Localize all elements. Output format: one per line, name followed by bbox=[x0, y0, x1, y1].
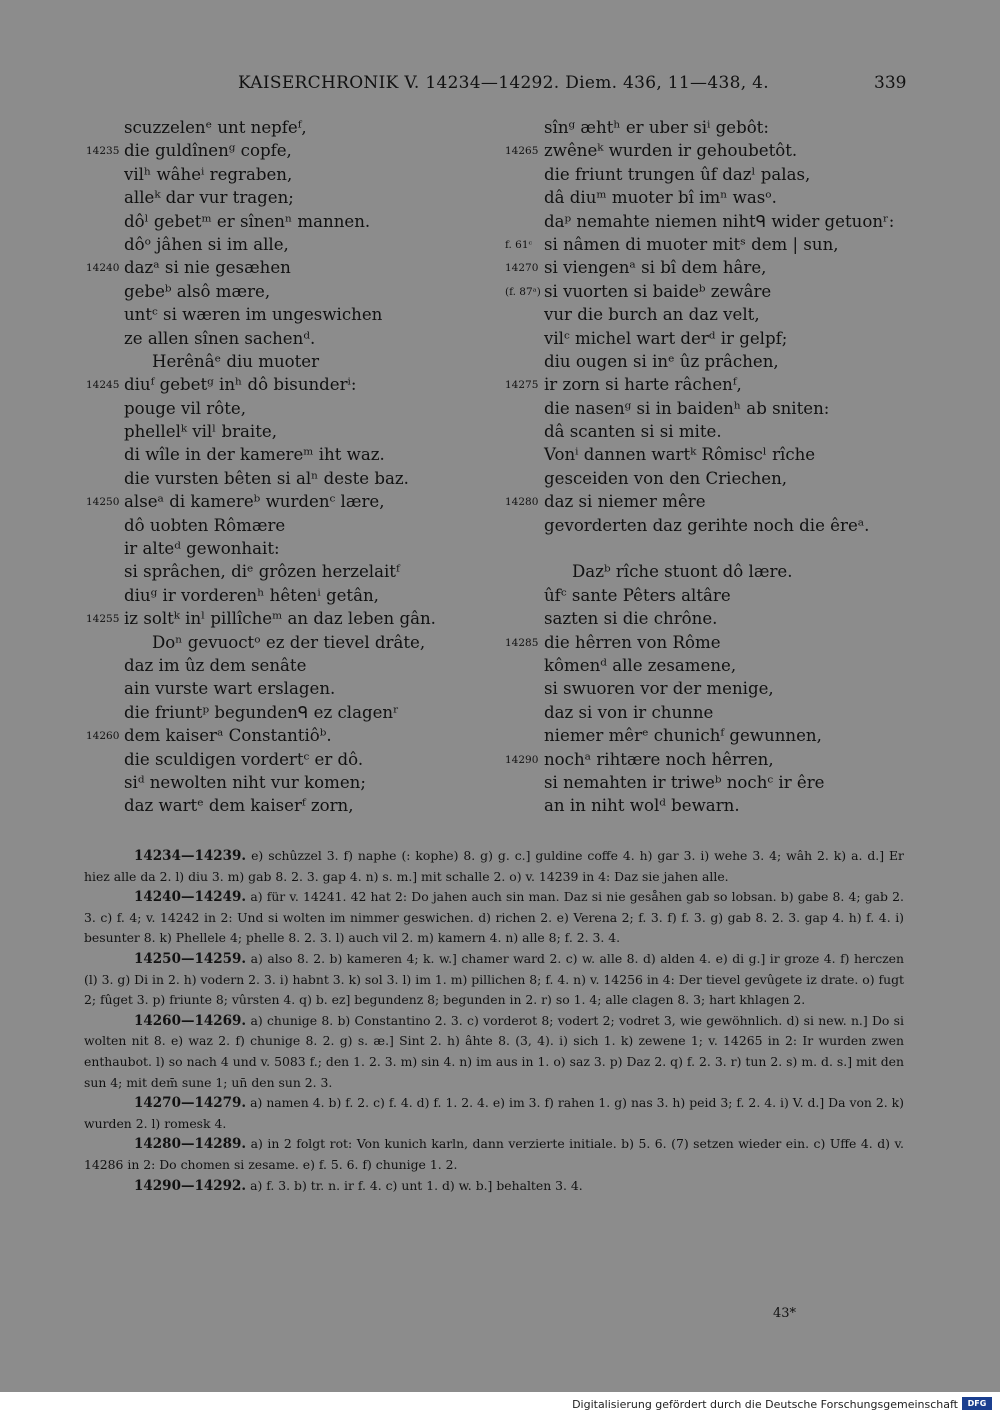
verse-line bbox=[0, 210, 1000, 233]
verse-text: die guldînenᵍ copfe, bbox=[124, 141, 292, 161]
verse-text: si nemahten ir triweᵇ nochᶜ ir êre bbox=[544, 772, 825, 792]
verse-text: vilᶜ michel wart derᵈ ir gelpf; bbox=[544, 328, 788, 348]
note-text: a) für v. 14241. 42 hat 2: Do jahen auch sin man. Daz si nie gesåhen gab so lobsan. b) gabe 8. 4; gab 2. 3. c) f. 4; v. 14242 in 2: Und si wolten im nimmer geswichen. d) richen 2. e) Verena 2; f. 3. f) f. 3. g) gab 8. 2. 3. gap 4. h) f. 4. i) besunter 8. k) Phellele 4; phelle 8. 2. 3. l) auch vil 2. m) kamern 4. n) alle 8; f. 2. 3. 4. bbox=[84, 889, 904, 946]
verse-text: dôᵒ jâhen si im alle, bbox=[124, 234, 289, 254]
apparatus-note bbox=[84, 949, 904, 1011]
line-number: 14290 bbox=[505, 753, 539, 766]
verse-line bbox=[0, 701, 1000, 724]
line-number: f. 61ᶜ bbox=[505, 238, 533, 251]
verse-text: si viengenᵃ si bî dem hâre, bbox=[544, 258, 767, 278]
verse-line bbox=[0, 560, 1000, 583]
verse-text: siᵈ newolten niht vur komen; bbox=[124, 772, 366, 792]
note-text: a) also 8. 2. b) kameren 4; k. w.] chamer ward 2. c) w. alle 8. d) alden 4. e) di g.] ir groze 4. f) herczen (l) 3. g) Di in 2. h) vodern 2. 3. i) habnt 3. k) sol 3. l) im 1. m) pillichen 8; f. 4. n) v. 14256 in 4: Der tievel gevûgete iz drate. o) fugt 2; fûget 3. p) friunte 8; vûrsten 4. q) b. ez] begundenz 8; begunden in 2. r) so 1. 4; alle clagen 8. 3; hart khlagen 2. bbox=[84, 950, 904, 1008]
line-number: 14240 bbox=[86, 262, 120, 275]
line-number: 14255 bbox=[86, 613, 120, 626]
verse-line bbox=[0, 748, 1000, 771]
verse-text: alleᵏ dar vur tragen; bbox=[124, 188, 294, 208]
verse-line bbox=[0, 654, 1000, 677]
verse-text: diuᶠ gebetᵍ inʰ dô bisunderⁱ: bbox=[124, 375, 357, 395]
apparatus-note bbox=[84, 1011, 904, 1093]
verse-line bbox=[0, 631, 1000, 654]
verse-text: diuᵍ ir vorderenʰ hêtenⁱ getân, bbox=[124, 585, 379, 605]
verse-line bbox=[0, 163, 1000, 186]
verse-text: an in niht wolᵈ bewarn. bbox=[544, 796, 740, 816]
verse-text: si nâmen di muoter mitˢ dem | sun, bbox=[544, 234, 839, 254]
apparatus-note bbox=[84, 887, 904, 949]
verse-line bbox=[0, 350, 1000, 373]
verse-text: Dazᵇ rîche stuont dô lære. bbox=[572, 562, 793, 582]
note-text: a) f. 3. b) tr. n. ir f. 4. c) unt 1. d) w. b.] behalten 3. 4. bbox=[250, 1177, 583, 1193]
verse-line bbox=[0, 537, 1000, 560]
verse-text: die nasenᵍ si in baidenʰ ab sniten: bbox=[544, 398, 830, 418]
verse-line bbox=[0, 373, 1000, 396]
verse-text: niemer mêrᵉ chunichᶠ gewunnen, bbox=[544, 726, 822, 746]
verse-text: die friuntᵖ begundenᑫ ez clagenʳ bbox=[124, 702, 399, 722]
note-range: 14240—14249. bbox=[134, 889, 247, 906]
line-number: 14275 bbox=[505, 379, 539, 392]
verse-line bbox=[0, 116, 1000, 139]
verse-text: die vursten bêten si alⁿ deste baz. bbox=[124, 468, 409, 488]
verse-text: scuzzelenᵉ unt nepfeᶠ, bbox=[124, 118, 307, 137]
footer-bar bbox=[0, 1392, 1000, 1418]
verse-line bbox=[0, 514, 1000, 537]
verse-text: dâ diuᵐ muoter bî imⁿ wasᵒ. bbox=[544, 188, 777, 208]
verse-line bbox=[0, 607, 1000, 630]
verse-text: ir zorn si harte râchenᶠ, bbox=[544, 375, 742, 395]
verse-text: dem kaiserᵃ Constantiôᵇ. bbox=[124, 726, 332, 746]
verse-line bbox=[0, 139, 1000, 162]
verse-line bbox=[0, 771, 1000, 794]
funding-note: Digitalisierung gefördert durch die Deutsche Forschungsgemeinschaft bbox=[572, 1398, 958, 1411]
apparatus-note bbox=[84, 1093, 904, 1134]
verse-text: ain vurste wart erslagen. bbox=[124, 679, 336, 699]
line-number: 14260 bbox=[86, 730, 120, 743]
note-range: 14270—14279. bbox=[134, 1095, 247, 1112]
verse-text: daz si von ir chunne bbox=[544, 702, 714, 722]
verse-text: ir alteᵈ gewonhait: bbox=[124, 539, 280, 559]
page-number: 339 bbox=[874, 73, 907, 93]
verse-line bbox=[0, 280, 1000, 303]
verse-text: daᵖ nemahte niemen nihtᑫ wider getuonʳ: bbox=[544, 211, 895, 231]
verse-line bbox=[0, 724, 1000, 747]
verse-text: gesceiden von den Criechen, bbox=[544, 468, 788, 488]
note-range: 14290—14292. bbox=[134, 1177, 247, 1194]
verse-text: sazten si die chrône. bbox=[544, 609, 718, 629]
verse-text: gevorderten daz gerihte noch die êreᵃ. bbox=[544, 515, 870, 535]
verse-text: daz im ûz dem senâte bbox=[124, 655, 307, 675]
note-range: 14260—14269. bbox=[134, 1012, 247, 1029]
critical-apparatus bbox=[84, 846, 904, 1196]
line-number: 14245 bbox=[86, 379, 120, 392]
verse-text: phellelᵏ vilˡ braite, bbox=[124, 422, 278, 442]
signature-mark: 43* bbox=[773, 1306, 797, 1321]
verse-text: untᶜ si wæren im ungeswichen bbox=[124, 305, 383, 325]
line-number: (f. 87ᵃ) bbox=[505, 285, 541, 298]
verse-text: kômenᵈ alle zesamene, bbox=[544, 655, 737, 675]
verse-text: si swuoren vor der menige, bbox=[544, 679, 774, 699]
running-title: KAISERCHRONIK V. 14234—14292. Diem. 436, 11—438, 4. bbox=[238, 73, 769, 93]
line-number: 14280 bbox=[505, 496, 539, 509]
verse-text: die sculdigen vordertᶜ er dô. bbox=[124, 749, 364, 769]
verse-line bbox=[0, 443, 1000, 466]
line-number: 14265 bbox=[505, 145, 539, 158]
verse-text: sînᵍ æhtʰ er uber siⁱ gebôt: bbox=[544, 118, 769, 137]
verse-line bbox=[0, 490, 1000, 513]
verse-text: Herênâᵉ diu muoter bbox=[152, 351, 320, 371]
verse-line bbox=[0, 233, 1000, 256]
verse-text: die friunt trungen ûf dazˡ palas, bbox=[544, 164, 811, 184]
line-number: 14250 bbox=[86, 496, 120, 509]
verse-line bbox=[0, 467, 1000, 490]
verse-text: dôˡ gebetᵐ er sînenⁿ mannen. bbox=[124, 211, 371, 231]
verse-text: die hêrren von Rôme bbox=[544, 632, 721, 652]
verse-text: iz soltᵏ inˡ pillîcheᵐ an daz leben gân. bbox=[124, 609, 436, 629]
line-number: 14285 bbox=[505, 636, 539, 649]
line-number: 14235 bbox=[86, 145, 120, 158]
running-header bbox=[0, 73, 1000, 99]
line-number: 14270 bbox=[505, 262, 539, 275]
note-range: 14250—14259. bbox=[134, 950, 247, 967]
verse-text: dazᵃ si nie gesæhen bbox=[124, 258, 291, 278]
verse-text: daz si niemer mêre bbox=[544, 492, 706, 512]
verse-text: vilʰ wâheⁱ regraben, bbox=[124, 164, 293, 184]
apparatus-note bbox=[84, 1176, 904, 1197]
verse-line bbox=[0, 584, 1000, 607]
note-text: a) namen 4. b) f. 2. c) f. 4. d) f. 1. 2. 4. e) im 3. f) rahen 1. g) nas 3. h) peid 3; f. 2. 4. i) V. d.] Da von 2. k) wurden 2. l) romesk 4. bbox=[84, 1095, 904, 1131]
verse-line bbox=[0, 420, 1000, 443]
note-range: 14280—14289. bbox=[134, 1136, 247, 1153]
verse-text: si vuorten si baideᵇ zewâre bbox=[544, 281, 772, 301]
verse-line bbox=[0, 794, 1000, 817]
verse-line bbox=[0, 327, 1000, 350]
verse-text: Doⁿ gevuoctᵒ ez der tievel drâte, bbox=[152, 632, 426, 652]
apparatus-note bbox=[84, 1134, 904, 1175]
verse-text: pouge vil rôte, bbox=[124, 398, 246, 418]
verse-text: di wîle in der kamereᵐ iht waz. bbox=[124, 445, 385, 465]
verse-text: zwêneᵏ wurden ir gehoubetôt. bbox=[544, 141, 798, 161]
verse-text: si sprâchen, diᵉ grôzen herzelaitᶠ bbox=[124, 562, 400, 582]
note-range: 14234—14239. bbox=[134, 848, 247, 864]
verse-text: nochᵃ rihtære noch hêrren, bbox=[544, 749, 774, 769]
verse-text: ze allen sînen sachenᵈ. bbox=[124, 328, 316, 348]
verse-text: dâ scanten si si mite. bbox=[544, 422, 722, 442]
dfg-logo: DFG bbox=[962, 1397, 992, 1410]
note-text: a) chunige 8. b) Constantino 2. 3. c) vorderot 8; vodert 2; vodret 3, wie gewöhnlich. d) si new. n.] Do si wolten nit 8. e) waz 2. f) chunige 8. 2. g) s. æ.] Sint 2. h) âhte 8. (3, 4). i) sich 1. k) zewene 1; v. 14265 in 2: Ir wurden zwen enthaubot. l) so nach 4 und v. 5083 f.; den 1. 2. 3. m) sin 4. n) im aus in 1. o) saz 3. p) Daz 2. q) f. 2. 3. r) tun 2. s) m. d. s.] mit den sun 4; mit dem̄ sune 1; un̄ den sun 2. 3. bbox=[84, 1012, 904, 1090]
note-text: e) schûzzel 3. f) naphe (: kophe) 8. g) g. c.] guldine coffe 4. h) gar 3. i) wehe 3. 4; wâh 2. k) a. d.] Er hiez alle da 2. l) diu 3. m) gab 8. 2. 3. gap 4. n) s. m.] mit schalle 2. o) v. 14239 in 4: Daz sie jahen alle. bbox=[84, 848, 904, 884]
verse-line bbox=[0, 186, 1000, 209]
verse-text: Vonⁱ dannen wartᵏ Rômiscˡ rîche bbox=[544, 445, 816, 465]
verse-text: daz wartᵉ dem kaiserᶠ zorn, bbox=[124, 796, 354, 816]
verse-text: dô uobten Rômære bbox=[124, 515, 286, 535]
verse-text: diu ougen si inᵉ ûz prâchen, bbox=[544, 351, 779, 371]
note-text: a) in 2 folgt rot: Von kunich karln, dann verzierte initiale. b) 5. 6. (7) setzen wieder ein. c) Uffe 4. d) v. 14286 in 2: Do chomen si zesame. e) f. 5. 6. f) chunige 1. 2. bbox=[84, 1136, 904, 1172]
right-verse-column bbox=[0, 116, 1000, 818]
verse-text: alseᵃ di kamereᵇ wurdenᶜ lære, bbox=[124, 492, 385, 512]
verse-text: vur die burch an daz velt, bbox=[544, 305, 760, 325]
apparatus-note bbox=[84, 846, 904, 887]
verse-text: ûfᶜ sante Pêters altâre bbox=[544, 585, 731, 605]
verse-line bbox=[0, 677, 1000, 700]
verse-line bbox=[0, 397, 1000, 420]
verse-line bbox=[0, 256, 1000, 279]
verse-text: gebeᵇ alsô mære, bbox=[124, 281, 271, 301]
verse-line bbox=[0, 303, 1000, 326]
